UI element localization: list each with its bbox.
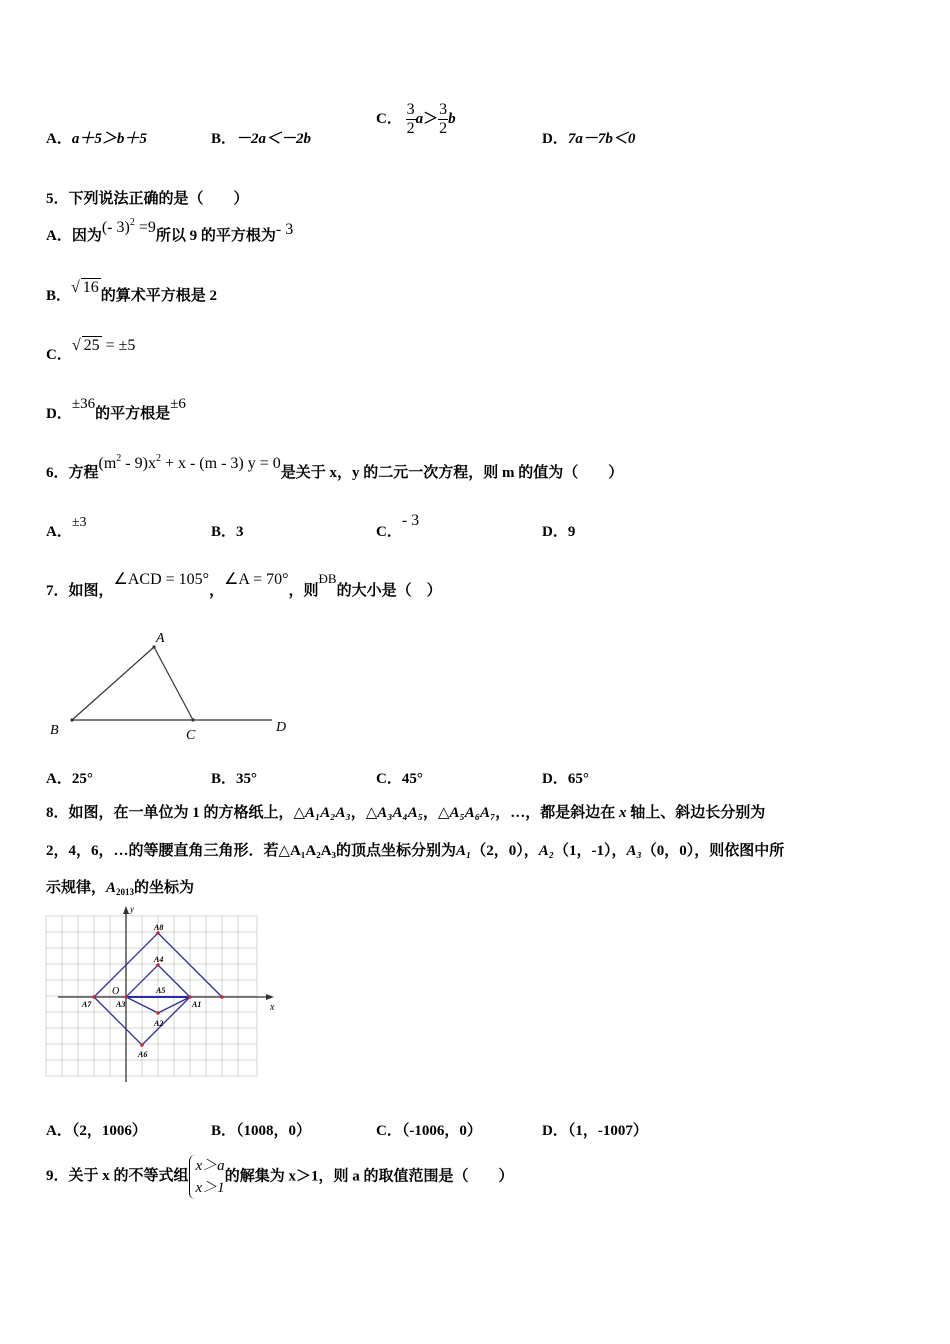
point-a5-label: A5 <box>156 986 166 995</box>
fraction: $\frac{3}{2}$ <box>406 101 415 137</box>
point-a3-label: A3 <box>116 1000 126 1009</box>
point-a2-label: A2 <box>154 1019 164 1028</box>
q8-line-2: 2，4，6，…的等腰直角三角形．若△A₁A₂A₃的顶点坐标分别为A₁（2，0），A₂（1，-1），A₃（0，0），则依图中所 <box>46 843 785 859</box>
x-axis-label: x <box>270 1002 275 1013</box>
side-ab <box>72 647 154 720</box>
point-a4-label: A4 <box>154 955 164 964</box>
q9-stem: 9．关于 x 的不等式组 x＞a x＞1 的解集为 x＞1，则 a 的取值范围是（ ） <box>46 1155 513 1199</box>
q4-option-b: B．－2a＜－2b <box>211 131 312 147</box>
q4-option-d: D．7a－7b＜0 <box>542 131 636 147</box>
q5-option-d: D．±36的平方根是±6 <box>46 396 186 422</box>
q6-stem: 6．方程$(m^2 - 9)x^2 + x - (m - 3) y = 0$是关于 x，y 的二元一次方程，则 m 的值为（ ） <box>46 453 624 481</box>
point-a6-label: A6 <box>138 1050 148 1059</box>
label-b: B <box>50 723 59 738</box>
q6-option-c: C．- 3 <box>376 512 420 540</box>
label-a: A <box>156 631 165 646</box>
q5-option-a: A．因为(- 3)$^2$ =9所以 9 的平方根为- 3 <box>46 217 294 244</box>
side-ac <box>154 647 193 720</box>
q7-option-b: B．35° <box>211 771 258 787</box>
point-a8-label: A8 <box>154 923 164 932</box>
q6-option-d: D．9 <box>542 524 576 540</box>
q8-line-1: 8．如图，在一单位为 1 的方格纸上，△A₁A₂A₃，△A₃A₄A₅，△A₅A₆A₇，…，都是斜边在 x 轴上、斜边长分别为 <box>46 805 766 821</box>
q8-option-a: A．（2，1006） <box>46 1123 147 1139</box>
q4-option-a: A．a＋5＞b＋5 <box>46 131 147 147</box>
q4-option-c: C． $\frac{3}{2}$ a＞ $\frac{3}{2}$ b <box>376 101 456 137</box>
q6-option-a: A．±3 <box>46 515 87 540</box>
q7-option-a: A．25° <box>46 771 93 787</box>
q7-option-c: C．45° <box>376 771 423 787</box>
point-a1-label: A1 <box>192 1000 202 1009</box>
q7-option-d: D．65° <box>542 771 589 787</box>
q7-stem: 7．如图，∠ACD = 105°，∠A = 70°，则ÐB的大小是（ ） <box>46 571 442 599</box>
point-a7-label: A7 <box>82 1000 92 1009</box>
q8-option-c: C．（-1006，0） <box>376 1123 482 1139</box>
q8-line-3: 示规律，$A_{2013}$的坐标为 <box>46 880 195 897</box>
fraction: $\frac{3}{2}$ <box>439 101 448 137</box>
origin-label: O <box>112 986 120 997</box>
inequality-system: x＞a x＞1 <box>189 1155 225 1199</box>
y-axis-label: y <box>130 904 134 914</box>
q6-option-b: B．3 <box>211 524 244 540</box>
q5-option-b: B．√ 16 的算术平方根是 2 <box>46 279 218 304</box>
q5-stem: 5．下列说法正确的是（ ） <box>46 191 249 207</box>
label-d: D <box>276 720 287 735</box>
q8-option-d: D．（1，-1007） <box>542 1123 648 1139</box>
q5-option-c: C．√ 25 = ±5 <box>46 337 136 363</box>
label-c: C <box>186 728 196 743</box>
grid-figure <box>44 904 280 1084</box>
triangle-figure <box>44 626 294 746</box>
q8-option-b: B．（1008，0） <box>211 1123 312 1139</box>
